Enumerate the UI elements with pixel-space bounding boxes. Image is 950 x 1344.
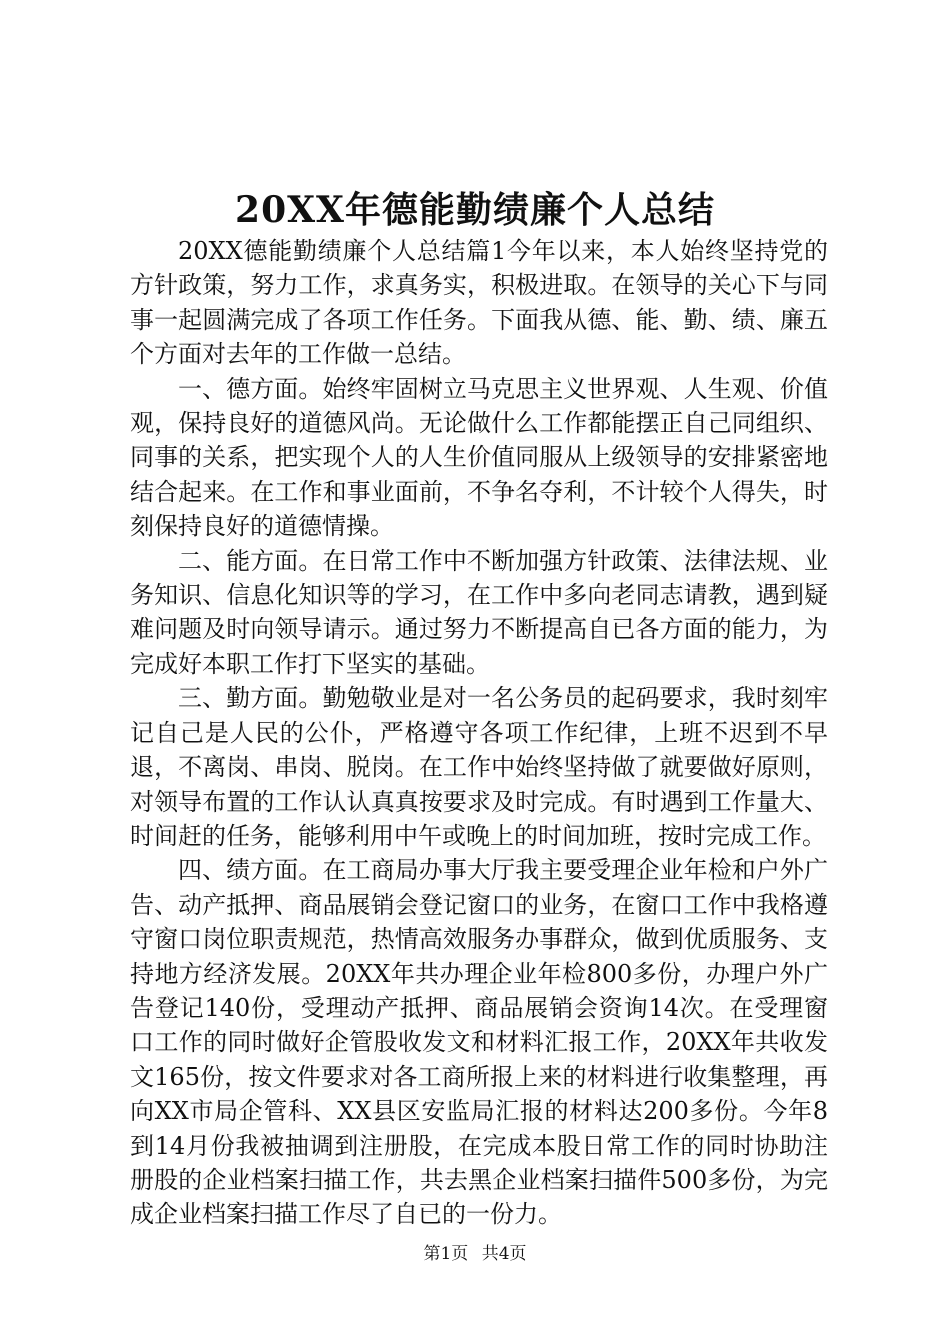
paragraph-qin: 三、勤方面。勤勉敬业是对一名公务员的起码要求，我时刻牢记自己是人民的公仆，严格遵守各项工作纪律，上班不迟到不早退，不离岗、串岗、脱岗。在工作中始终坚持做了就要做好原则，对领导布置的工作认认真真按要求及时完成。有时遇到工作量大、时间赶的任务，能够利用中午或晚上的时间加班，按时完成工作。: [130, 684, 828, 850]
paragraph-de: 一、德方面。始终牢固树立马克思主义世界观、人生观、价值观，保持良好的道德风尚。无论做什么工作都能摆正自己同组织、同事的关系，把实现个人的人生价值同服从上级领导的安排紧密地结合起来。在工作和事业面前，不争名夺利，不计较个人得失，时刻保持良好的道德情操。: [130, 374, 828, 541]
page-number-total: 共4页: [481, 1244, 527, 1264]
paragraph-neng: 二、能方面。在日常工作中不断加强方针政策、法律法规、业务知识、信息化知识等的学习，在工作中多向老同志请教，遇到疑难问题及时向领导请示。通过努力不断提高自已各方面的能力，为完成好本职工作打下坚实的基础。: [130, 546, 828, 678]
document-title: 20XX年德能勤绩廉个人总结: [235, 189, 715, 231]
page-number-current: 第1页: [423, 1244, 469, 1264]
page-footer: [0, 1242, 950, 1266]
paragraph-ji: 四、绩方面。在工商局办事大厅我主要受理企业年检和户外广告、动产抵押、商品展销会登记窗口的业务，在窗口工作中我格遵守窗口岗位职责规范，热情高效服务办事群众，做到优质服务、支持地方经济发展。20XX年共办理企业年检800多份，办理户外广告登记140份，受理动产抵押、商品展销会资询14次。在受理窗口工作的同时做好企管股收发文和材料汇报工作，20XX年共收发文165份，按文件要求对各工商所报上来的材料进行收集整理，再向XX市局企管科、XX县区安监局汇报的材料达200多份。今年8到14月份我被抽调到注册股，在完成本股日常工作的同时协助注册股的企业档案扫描工作，共去黑企业档案扫描件500多份，为完成企业档案扫描工作尽了自已的一份力。: [130, 856, 828, 1229]
document-body: [130, 234, 828, 1232]
paragraph-intro: 20XX德能勤绩廉个人总结篇1今年以来，本人始终坚持党的方针政策，努力工作，求真务实，积极进取。在领导的关心下与同事一起圆满完成了各项工作任务。下面我从德、能、勤、绩、廉五个方面对去年的工作做一总结。: [130, 237, 828, 369]
